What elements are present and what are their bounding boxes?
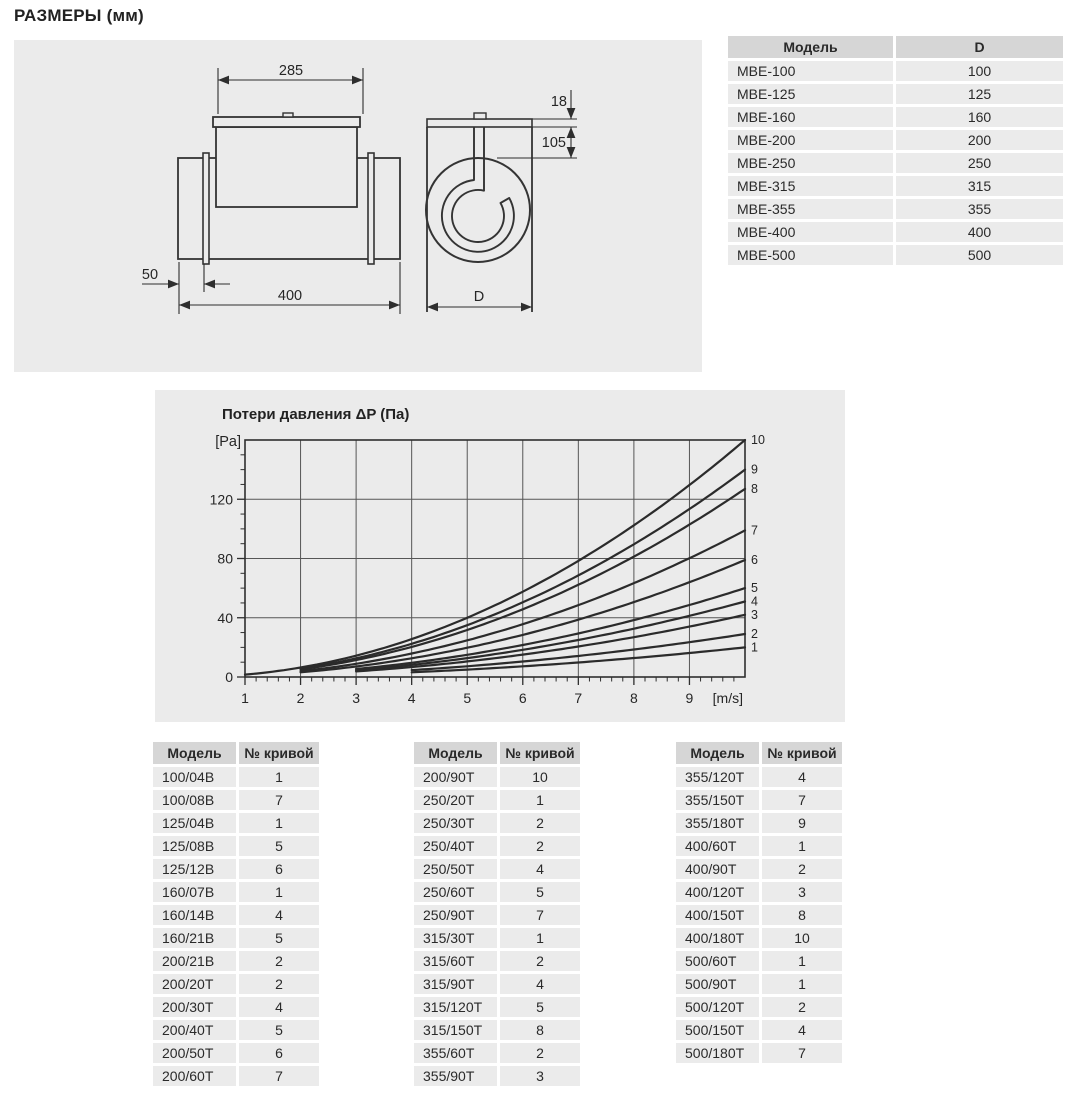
table-row [728,61,1063,81]
table-row [414,882,580,902]
table-cell: 2 [500,836,580,856]
table-cell: 250/30T [414,813,497,833]
table-cell: 355/60T [414,1043,497,1063]
table-cell: 500/90T [676,974,759,994]
curve-number-table-3 [673,739,845,1066]
x-tick-label: 4 [407,690,416,706]
table-row [153,813,319,833]
table-row [676,836,842,856]
x-tick-label: 3 [352,690,361,706]
y-tick-label: 120 [209,491,233,508]
table-cell: 200 [896,130,1063,150]
table-header-row [153,742,319,764]
x-tick-label: 8 [629,690,638,706]
right-clamp-ring [368,153,374,264]
table-cell: 400/150T [676,905,759,925]
table-cell: 10 [500,767,580,787]
lid-nub [283,113,293,117]
table-cell: 200/90T [414,767,497,787]
curve-number-label: 7 [751,523,758,538]
table-cell: 1 [500,790,580,810]
table-cell: 250/20T [414,790,497,810]
table-cell: 500/150T [676,1020,759,1040]
table-cell: 7 [762,1043,842,1063]
table-cell: 9 [762,813,842,833]
table-row [728,222,1063,242]
table-cell: 355/180T [676,813,759,833]
table-cell: 125/04B [153,813,236,833]
table-cell: 5 [500,997,580,1017]
table-cell: 500/180T [676,1043,759,1063]
table-row [676,859,842,879]
table-cell: 315 [896,176,1063,196]
end-view [426,113,532,312]
table-cell: 1 [239,882,319,902]
table-cell: 250 [896,153,1063,173]
dim-label-50: 50 [141,267,159,283]
table-cell: 1 [762,951,842,971]
table-cell: 5 [500,882,580,902]
table-row [728,130,1063,150]
x-tick-label: 6 [518,690,527,706]
table-cell: MBE-500 [728,245,893,265]
table-row [676,997,842,1017]
table-cell: 4 [500,859,580,879]
heating-element-coil [442,127,514,252]
table-cell: 4 [239,997,319,1017]
table-cell: 400 [896,222,1063,242]
chart-title: Потери давления ΔP (Па) [222,406,410,423]
table-cell: MBE-200 [728,130,893,150]
table-cell: 4 [239,905,319,925]
curve-number-label: 4 [751,594,758,609]
table-cell: 200/60T [153,1066,236,1086]
table-row [153,767,319,787]
table-row [414,1043,580,1063]
duct-heater-technical-drawing [14,40,702,372]
table-cell: 500 [896,245,1063,265]
table-cell: 355 [896,199,1063,219]
table-cell: 4 [762,767,842,787]
table-cell: 8 [500,1020,580,1040]
column-header: Модель [414,742,497,764]
column-header: Модель [153,742,236,764]
table-cell: 200/30T [153,997,236,1017]
table-cell: 1 [500,928,580,948]
table-cell: 200/40T [153,1020,236,1040]
left-clamp-ring [203,153,209,264]
table-cell: 250/40T [414,836,497,856]
table-cell: 5 [239,836,319,856]
curve-number-label: 5 [751,581,758,596]
terminal-box-lid [213,117,360,127]
table-row [676,813,842,833]
table-row [728,199,1063,219]
table-cell: MBE-250 [728,153,893,173]
column-header: № кривой [500,742,580,764]
table-cell: 5 [239,928,319,948]
table-cell: MBE-355 [728,199,893,219]
table-row [676,905,842,925]
column-header: № кривой [239,742,319,764]
table-cell: 3 [762,882,842,902]
table-cell: 400/120T [676,882,759,902]
table-row [414,974,580,994]
table-header-row [728,36,1063,58]
table-cell: 2 [239,951,319,971]
table-row [414,813,580,833]
table-cell: 7 [500,905,580,925]
table-row [728,107,1063,127]
table-row [414,951,580,971]
table-cell: 4 [500,974,580,994]
table-row [676,928,842,948]
table-cell: 7 [239,790,319,810]
table-cell: 400/180T [676,928,759,948]
table-cell: MBE-125 [728,84,893,104]
table-row [153,790,319,810]
table-cell: 200/21B [153,951,236,971]
column-header: D [896,36,1063,58]
table-cell: 315/30T [414,928,497,948]
table-cell: 2 [762,997,842,1017]
table-cell: 400/60T [676,836,759,856]
dim-label-D: D [473,289,485,305]
table-row [414,859,580,879]
table-row [414,836,580,856]
x-tick-label: 1 [241,690,249,706]
table-cell: 315/120T [414,997,497,1017]
table-cell: 7 [762,790,842,810]
terminal-box [216,127,357,207]
table-cell: 315/60T [414,951,497,971]
table-row [676,951,842,971]
table-cell: 100/08B [153,790,236,810]
table-cell: 100 [896,61,1063,81]
table-header-row [414,742,580,764]
table-cell: 2 [500,951,580,971]
table-cell: 5 [239,1020,319,1040]
table-cell: 100/04B [153,767,236,787]
table-cell: 3 [500,1066,580,1086]
table-row [676,790,842,810]
table-cell: 6 [239,859,319,879]
table-cell: 355/90T [414,1066,497,1086]
dim-label-285: 285 [278,63,304,79]
y-tick-label: 0 [225,669,233,685]
pressure-curve-10 [245,440,745,675]
curve-number-label: 1 [751,640,758,655]
table-cell: 250/50T [414,859,497,879]
curve-number-label: 10 [751,433,765,447]
column-header: Модель [676,742,759,764]
table-cell: 125/08B [153,836,236,856]
table-cell: 500/120T [676,997,759,1017]
y-tick-label: 80 [217,550,233,567]
table-cell: 1 [239,813,319,833]
dim-label-105: 105 [541,135,566,151]
table-cell: MBE-160 [728,107,893,127]
table-row [153,928,319,948]
x-tick-label: 7 [574,690,583,706]
table-row [676,1043,842,1063]
curve-number-label: 6 [751,552,758,567]
model-diameter-table [725,33,1066,268]
table-row [153,1043,319,1063]
table-row [153,951,319,971]
table-cell: 315/90T [414,974,497,994]
table-cell: 1 [762,974,842,994]
table-cell: 8 [762,905,842,925]
table-cell: 2 [239,974,319,994]
table-row [153,905,319,925]
dimensions-drawing-panel [14,40,702,372]
table-cell: 355/150T [676,790,759,810]
table-cell: 160/14B [153,905,236,925]
x-tick-label: 9 [685,690,694,706]
column-header: Модель [728,36,893,58]
page-title: РАЗМЕРЫ (мм) [14,6,144,25]
table-row [676,767,842,787]
curve-number-label: 3 [751,607,758,622]
table-cell: 160 [896,107,1063,127]
table-row [676,1020,842,1040]
table-row [676,974,842,994]
table-row [153,836,319,856]
curve-number-label: 9 [751,462,758,477]
table-cell: 250/90T [414,905,497,925]
table-row [153,1066,319,1086]
table-header-row [676,742,842,764]
side-view [178,113,400,264]
table-cell: 160/21B [153,928,236,948]
y-axis-unit-label: [Pa] [215,434,241,450]
table-row [676,882,842,902]
table-row [153,859,319,879]
column-header: № кривой [762,742,842,764]
end-view-lid [427,119,532,127]
table-row [414,790,580,810]
table-row [414,997,580,1017]
table-row [153,882,319,902]
table-cell: 200/20T [153,974,236,994]
table-row [728,245,1063,265]
dim-label-18: 18 [550,94,567,110]
table-cell: 315/150T [414,1020,497,1040]
table-cell: MBE-400 [728,222,893,242]
table-row [728,153,1063,173]
dim-label-400: 400 [277,288,303,304]
pressure-loss-chart-panel [155,390,845,722]
table-cell: 500/60T [676,951,759,971]
end-view-lid-nub [474,113,486,119]
table-row [728,84,1063,104]
table-cell: 6 [239,1043,319,1063]
table-cell: MBE-315 [728,176,893,196]
table-cell: 125/12B [153,859,236,879]
curve-number-label: 8 [751,481,758,496]
table-cell: 200/50T [153,1043,236,1063]
table-cell: 2 [500,1043,580,1063]
table-cell: 4 [762,1020,842,1040]
x-tick-label: 2 [296,690,305,706]
table-cell: MBE-100 [728,61,893,81]
curve-number-table-1 [150,739,322,1089]
table-row [414,928,580,948]
table-row [728,176,1063,196]
table-row [414,1020,580,1040]
table-row [153,974,319,994]
curve-number-label: 2 [751,627,758,642]
y-tick-label: 40 [217,609,233,626]
table-cell: 250/60T [414,882,497,902]
x-axis-unit-label: [m/s] [712,690,743,706]
table-row [414,1066,580,1086]
table-row [414,767,580,787]
table-cell: 125 [896,84,1063,104]
table-cell: 400/90T [676,859,759,879]
table-row [153,1020,319,1040]
table-cell: 2 [762,859,842,879]
table-cell: 7 [239,1066,319,1086]
table-row [153,997,319,1017]
pressure-loss-chart [155,390,845,722]
table-cell: 160/07B [153,882,236,902]
x-tick-label: 5 [463,690,472,706]
table-cell: 10 [762,928,842,948]
table-cell: 2 [500,813,580,833]
table-cell: 355/120T [676,767,759,787]
table-row [414,905,580,925]
table-cell: 1 [762,836,842,856]
table-cell: 1 [239,767,319,787]
curve-number-table-2 [411,739,583,1089]
